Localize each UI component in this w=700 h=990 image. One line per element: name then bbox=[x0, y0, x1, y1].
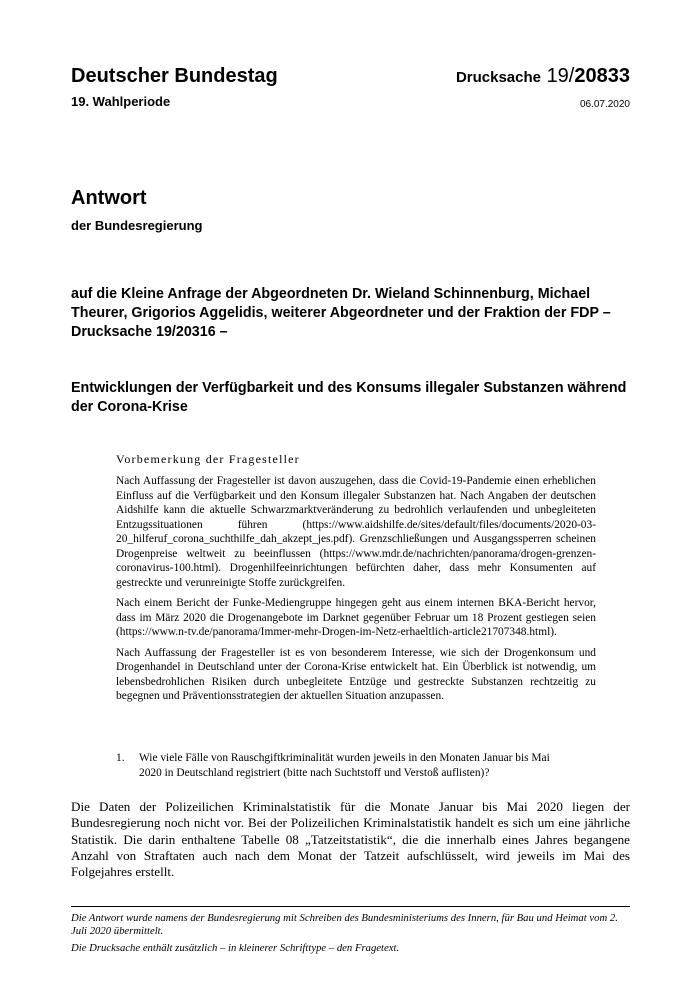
drucksache-number: 20833 bbox=[574, 65, 630, 87]
legislative-period: 19. Wahlperiode bbox=[71, 94, 171, 109]
vorbemerkung-paragraph: Nach einem Bericht der Funke-Mediengruppe hingegen geht aus einem internen BKA-Bericht hervor, dass im März 2020 die Drogenangebote im Darknet gegenüber Februar um 18 Prozent gestiegen seien (https://www.n-tv.de/panorama/Immer-mehr-Drogen-im-Netz-erhaeltlich-article21707348.html). bbox=[116, 597, 596, 638]
answer-text: Die Daten der Polizeilichen Kriminalstatistik für die Monate Januar bis Mai 2020 liegen der Bundesregierung noch nicht vor. Bei der Polizeilichen Kriminalstatistik handelt es sich um eine jährliche Statistik. Die darin enthaltene Tabelle 08 „Tatzeitstatistik“, die die innerhalb eines Jahres begangene Anzahl von Straftaten auch nach dem Monat der Tatzeit aufschlüsselt, wird jeweils im Mai des Folgejahres erstellt. bbox=[71, 799, 630, 880]
anfrage-reference: auf die Kleine Anfrage der Abgeordneten Dr. Wieland Schinnenburg, Michael Theurer, Grigorios Aggelidis, weiterer Abgeordneter und der Fraktion der FDP – Drucksache 19/20316 – bbox=[71, 286, 611, 340]
header-left bbox=[71, 64, 278, 110]
document-type: Antwort bbox=[71, 187, 147, 209]
drucksache-label: Drucksache bbox=[455, 69, 541, 86]
institution-title: Deutscher Bundestag bbox=[71, 65, 278, 87]
document-date: 06.07.2020 bbox=[579, 99, 630, 110]
vorbemerkung-title: Vorbemerkung der Fragesteller bbox=[116, 452, 300, 466]
header-right bbox=[456, 64, 630, 112]
question-number: 1. bbox=[116, 752, 125, 764]
drucksache-prefix: 19/ bbox=[546, 65, 575, 87]
footer-notes bbox=[71, 912, 630, 958]
vorbemerkung-paragraph: Nach Auffassung der Fragesteller ist es von besonderem Interesse, wie sich der Drogenkonsum und Drogenhandel in Deutschland unter der Corona-Krise entwickelt hat. Ein Überblick ist notwendig, um lebensbedrohlichen Risiken durch unbegleitete Entzüge und gestreckte Substanzen rechtzeitig zu begegnen und Präventionsstrategien der aktuellen Situation anzupassen. bbox=[116, 646, 596, 702]
drucksache-line bbox=[456, 64, 630, 90]
footer-note-transmission: Die Antwort wurde namens der Bundesregierung mit Schreiben des Bundesministeriums des Innern, für Bau und Heimat vom 2. Juli 2020 übermittelt. bbox=[71, 912, 618, 938]
question-text: Wie viele Fälle von Rauschgiftkriminalität wurden jeweils in den Monaten Januar bis Mai 2020 in Deutschland registriert (bitte nach Suchtstoff und Verstoß auflisten)? bbox=[139, 752, 550, 779]
vorbemerkung-section bbox=[116, 451, 596, 710]
footer-note-fragetext: Die Drucksache enthält zusätzlich – in kleinerer Schrifttype – den Fragetext. bbox=[71, 941, 400, 954]
document-topic: Entwicklungen der Verfügbarkeit und des Konsums illegaler Substanzen während der Corona-Krise bbox=[71, 380, 627, 415]
footer-divider bbox=[71, 906, 630, 907]
document-author: der Bundesregierung bbox=[71, 218, 203, 233]
question-1 bbox=[116, 751, 596, 780]
vorbemerkung-paragraph: Nach Auffassung der Fragesteller ist davon auszugehen, dass die Covid-19-Pandemie einen erheblichen Einfluss auf die Verfügbarkeit und den Konsum illegaler Substanzen hat. Nach Angaben der deutschen Aidshilfe kann die aktuelle Schwarzmarktveränderung zu bedrohlich verlaufenden und unbegleiteten Entzugssituationen führen (https://www.aidshilfe.de/sites/default/files/documents/2020-03-20_hilferuf_corona_suchthilfe_dah_akzept_jes.pdf). Grenzschließungen und Ausgangssperren scheinen Drogenpreise weltweit zu beeinflussen (https://www.mdr.de/nachrichten/panorama/drogen-grenzen-coronavirus-100.html). Drogenhilfeeinrichtungen befürchten daher, dass mehr Konsumenten auf gestreckte und verunreinigte Stoffe zurückgreifen. bbox=[116, 475, 596, 589]
